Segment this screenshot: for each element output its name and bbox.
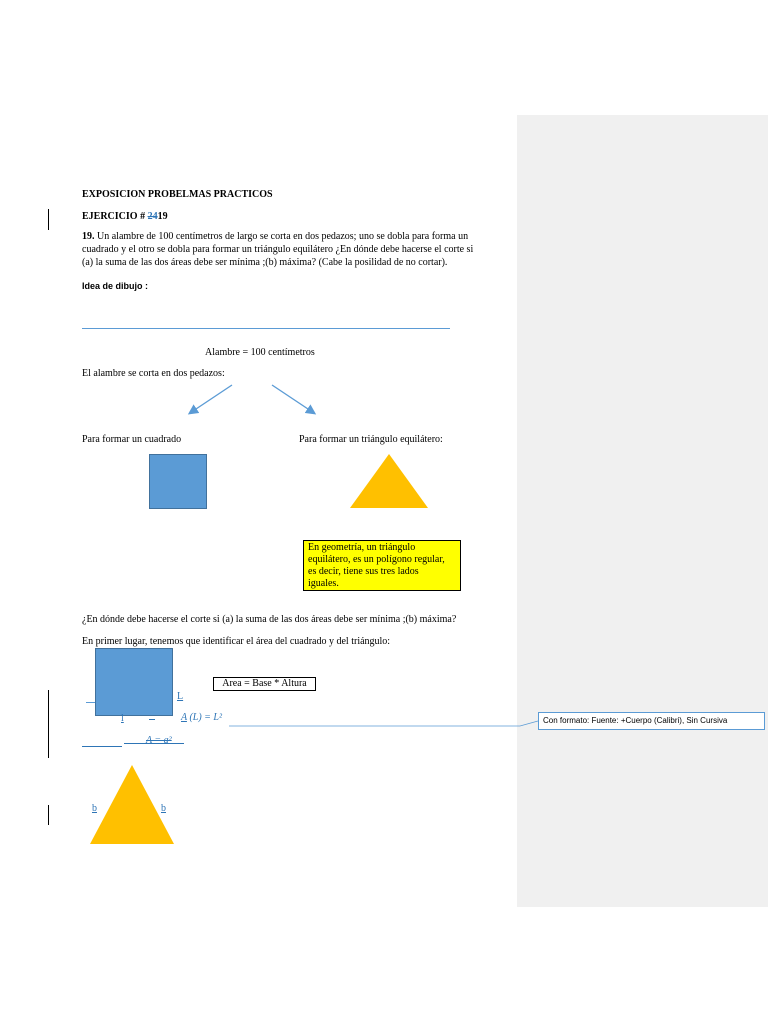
note-line: En geometría, un triángulo	[308, 542, 416, 553]
revision-line	[82, 746, 122, 747]
square-figure	[95, 648, 173, 716]
note-line: equilátero, es un polígono regular,	[308, 554, 445, 565]
dash-mark	[149, 719, 155, 720]
document-heading: EXPOSICION PROBELMAS PRACTICOS	[82, 189, 273, 200]
split-arrows	[180, 380, 330, 420]
triangle-shape	[348, 452, 430, 510]
wire-line	[82, 328, 450, 329]
cut-text: El alambre se corta en dos pedazos:	[82, 368, 225, 379]
triangle-side-b-left: b	[92, 803, 97, 814]
comment-connector	[225, 716, 540, 730]
side-label-L: L	[177, 691, 184, 702]
problem-line-3: (a) la suma de las dos áreas debe ser mínima ;(b) máxima? (Cabe la posilidad de no cortar).	[82, 257, 448, 268]
definition-note	[303, 540, 461, 591]
area-function	[181, 712, 222, 723]
note-line: es decir, tiene sus tres lados	[308, 566, 419, 577]
area-function-A: A	[181, 712, 187, 723]
side-label-l: l	[121, 713, 124, 724]
change-bar	[48, 805, 49, 825]
problem-number: 19.	[82, 231, 95, 242]
arrow-right-icon	[272, 385, 314, 413]
exercise-number: 19	[157, 211, 168, 222]
triangle-label: Para formar un triángulo equilátero:	[299, 434, 443, 445]
deleted-number: 24	[147, 211, 158, 222]
square-shape	[149, 454, 207, 509]
wire-label: Alambre = 100 centímetros	[205, 347, 315, 358]
change-bar	[48, 690, 49, 758]
area-formula-box: Area = Base * Altura	[213, 677, 316, 691]
area-function-rest: (L) = L²	[186, 712, 222, 723]
problem-line-2: cuadrado y el otro se dobla para formar un triángulo equilátero ¿En dónde debe hacerse el corte si	[82, 244, 474, 255]
arrow-left-icon	[190, 385, 232, 413]
format-comment[interactable]: Con formato: Fuente: +Cuerpo (Calibri), Sin Cursiva	[538, 712, 765, 730]
exercise-prefix: EJERCICIO #	[82, 211, 148, 222]
problem-line-1: Un alambre de 100 centímetros de largo se corta en dos pedazos; uno se dobla para forma un	[97, 231, 469, 242]
square-label: Para formar un cuadrado	[82, 434, 182, 445]
triangle-side-b-right: b	[161, 803, 166, 814]
change-bar	[48, 209, 49, 230]
drawing-idea-label: Idea de dibujo :	[82, 281, 149, 291]
note-line: iguales.	[308, 578, 339, 589]
revision-line	[86, 702, 95, 703]
first-step-text: En primer lugar, tenemos que identificar el área del cuadrado y del triángulo:	[82, 636, 391, 647]
exercise-heading	[82, 210, 168, 223]
problem-statement	[82, 230, 502, 269]
question-text: ¿En dónde debe hacerse el corte si (a) la suma de las dos áreas debe ser mínima ;(b) máxima?	[82, 614, 457, 625]
comment-pane	[517, 115, 768, 907]
area-deleted: A = a²	[146, 735, 172, 746]
